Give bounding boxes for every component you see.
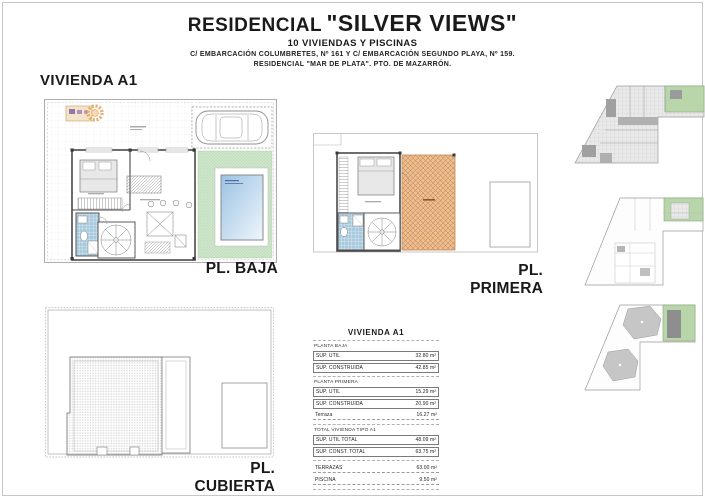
spiral-stair-icon [364,213,400,250]
roof-plan-label: PL. CUBIERTA [194,460,275,495]
table-row: SUP. UTIL 15.29 m² [313,387,439,397]
first-floor-plan-drawing [313,133,538,253]
table-row: TERRAZAS 63.00 m² [315,464,437,471]
room-label-smudge [140,199,160,200]
bed-icon [358,157,394,195]
site-key-plan-ground [570,85,705,169]
site-key-plan-first [570,188,705,292]
pool-outline [222,383,267,448]
bathroom-tiles [338,213,364,250]
pool [221,175,263,240]
address-line-1: C/ EMBARCACIÓN COLUMBRETES, Nº 161 Y C/ EMBARCACIÓN SEGUNDO PLAYA, Nº 159. [190,51,515,59]
section-heading: PLANTA PRIMERA [314,379,359,385]
table-row: SUP. CONSTRUIDA 42.85 m² [313,363,439,373]
table-row: Terraza 16.27 m² [315,411,437,418]
table-section [313,340,439,376]
room-label-smudge [365,201,381,202]
area-table [313,328,439,490]
roof-hatch-area [67,357,162,455]
spiral-stair-icon [98,222,135,258]
table-row: SUP. CONST. TOTAL 63.75 m² [313,447,439,457]
roof-notch [97,447,107,455]
table-section [313,424,439,460]
ground-floor-label: PL. BAJA [205,260,278,277]
table-row: SUP. UTIL 32.80 m² [313,351,439,361]
garden-area [198,151,272,258]
title-main: "SILVER VIEWS" [326,10,518,36]
title-block [0,11,705,69]
wardrobe [78,198,122,209]
entry-step [145,242,170,253]
pool-void-outline [490,182,530,247]
table-section [313,460,439,490]
unit-heading: VIVIENDA A1 [40,72,138,89]
area-table-title: VIVIENDA A1 [347,328,405,337]
kitchen-unit [175,235,186,247]
table-row: SUP. CONSTRUIDA 20.90 m² [313,399,439,409]
roof-notch [130,447,139,455]
table-row: SUP. UTIL TOTAL 48.09 m² [313,435,439,445]
unit-roof [667,310,681,338]
terrace-area [402,155,455,250]
room-label-smudge [88,193,104,194]
address-line-2: RESIDENCIAL "MAR DE PLATA". PTO. DE MAZARRÓN. [253,61,452,69]
table-row: PISCINA 9.50 m² [315,476,437,483]
first-floor-label: PL. PRIMERA [470,262,543,297]
house-footprint [71,148,196,260]
dining-table-icon [147,212,173,236]
parking-space [192,107,272,148]
page-title [0,11,705,36]
section-heading: TOTAL VIVIENDA TIPO A1 [314,427,377,433]
title-prefix: RESIDENCIAL [187,15,323,36]
table-section [313,376,439,424]
sofa-icon [127,176,161,193]
bathroom-tiles [76,213,99,256]
terrace-label-smudge [423,199,435,201]
section-heading: PLANTA BAJA [314,343,348,349]
roof-plan-drawing [45,307,274,458]
subtitle: 10 VIVIENDAS Y PISCINAS [287,37,418,49]
bed-icon [80,160,117,192]
site-key-plan-roof [570,300,705,430]
ground-floor-plan-drawing [44,99,277,263]
stair-bulkhead [162,357,190,453]
